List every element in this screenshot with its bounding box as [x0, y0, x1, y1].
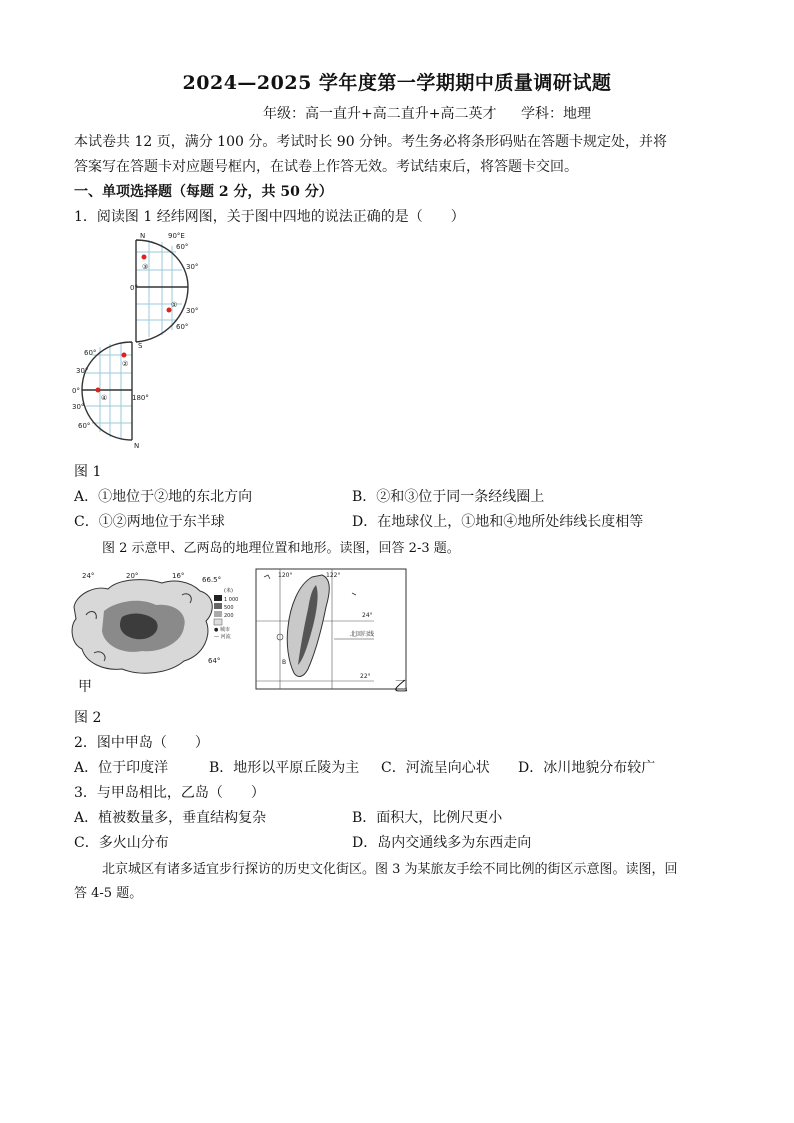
tick-22: 22° [360, 673, 371, 680]
mark-b: B [282, 659, 287, 666]
page-title: 2024—2025 学年度第一学期期中质量调研试题 [182, 72, 612, 94]
q2-option-b[interactable]: B．地形以平原丘陵为主 [209, 760, 360, 776]
tick-122: 122° [326, 572, 341, 579]
tick-64: 64° [208, 657, 221, 665]
q1-option-d[interactable]: D．在地球仪上，①地和④地所处纬线长度相等 [352, 514, 644, 530]
q3-option-d[interactable]: D．岛内交通线多为东西走向 [352, 835, 532, 851]
tropic-label: 北回归线 [350, 631, 375, 638]
q3-option-a[interactable]: A．植被数量多，垂直结构复杂 [74, 810, 267, 826]
q2-option-a[interactable]: A．位于印度洋 [74, 760, 169, 776]
instruction-line-2: 答案写在答题卡对应题号框内，在试卷上作答无效。考试结束后，将答题卡交回。 [74, 159, 578, 175]
figure2-right-label: 乙 [394, 679, 408, 695]
q1-option-b[interactable]: B．②和③位于同一条经线圈上 [352, 489, 545, 505]
q2-option-c[interactable]: C．河流呈向心状 [381, 760, 490, 776]
legend-200: 200 [224, 613, 234, 619]
tick-665: 66.5° [202, 576, 222, 584]
q3-option-c[interactable]: C．多火山分布 [74, 835, 169, 851]
legend-river: — 河流 [214, 634, 231, 640]
label-s: S [138, 342, 143, 350]
tick-20: 20° [126, 572, 139, 580]
grade-label: 年级：高一直升+高二直升+高二英才 [263, 106, 497, 122]
label-30a: 30° [186, 263, 199, 271]
exam-meta [0, 103, 794, 123]
marker-2: ② [122, 360, 129, 368]
figure2-legend [214, 587, 238, 640]
tick-16: 16° [172, 572, 185, 580]
legend-500: 500 [224, 605, 234, 611]
tick-24: 24° [82, 572, 95, 580]
figure2-caption: 图 2 [74, 710, 102, 726]
tick-24-right: 24° [362, 612, 373, 619]
label-n-top: N [140, 232, 146, 240]
legend-1000: 1 000 [224, 597, 239, 603]
label-eq-b: 0° [72, 387, 80, 395]
section-heading: 一、单项选择题（每题 2 分，共 50 分） [74, 184, 333, 200]
label-n-bottom: N [134, 442, 140, 450]
q2-stem: 2．图中甲岛（ ） [74, 735, 209, 751]
marker-4: ④ [101, 394, 108, 402]
label-30d: 30° [72, 403, 85, 411]
legend-unit: (米) [224, 588, 233, 594]
label-180: 180° [132, 394, 149, 402]
label-60c: 60° [84, 349, 97, 357]
point-4-dot [96, 388, 101, 393]
island-yi-map [256, 569, 406, 689]
q1-option-a[interactable]: A．①地位于②地的东北方向 [74, 489, 253, 505]
tick-120: 120° [278, 572, 293, 579]
q1-stem: 1．阅读图 1 经纬网图，关于图中四地的说法正确的是（ ） [74, 209, 465, 225]
label-eq-a: 0° [130, 284, 138, 292]
label-30b: 30° [186, 307, 199, 315]
figure1-graticule [64, 232, 204, 450]
figure2-left-label: 甲 [78, 679, 92, 695]
figure1-caption: 图 1 [74, 464, 102, 480]
label-90e: 90°E [168, 232, 185, 240]
q3-stem: 3．与甲岛相比，乙岛（ ） [74, 785, 265, 801]
label-60b: 60° [176, 323, 189, 331]
lower-grid [86, 343, 132, 439]
instruction-line-1: 本试卷共 12 页，满分 100 分。考试时长 90 分钟。考生务必将条形码贴在答题卡规定处，并将 [74, 134, 668, 150]
intro-q4-5-line1: 北京城区有诸多适宜步行探访的历史文化街区。图 3 为某旅友手绘不同比例的街区示意图。读图，回 [102, 862, 678, 877]
point-3-dot [142, 255, 147, 260]
q2-option-d[interactable]: D．冰川地貌分布较广 [518, 760, 656, 776]
figure2-maps [64, 565, 414, 695]
subject-label: 学科：地理 [520, 106, 591, 122]
marker-3: ③ [142, 263, 149, 271]
q3-option-b[interactable]: B．面积大，比例尺更小 [352, 810, 503, 826]
marker-1: ① [171, 301, 178, 309]
point-2-dot [122, 353, 127, 358]
q1-option-c[interactable]: C．①②两地位于东半球 [74, 514, 225, 530]
label-30c: 30° [76, 367, 89, 375]
legend-city: ● 城市 [214, 627, 230, 633]
label-60d: 60° [78, 422, 91, 430]
label-60a: 60° [176, 243, 189, 251]
intro-q2-3: 图 2 示意甲、乙两岛的地理位置和地形。读图，回答 2-3 题。 [102, 541, 460, 556]
intro-q4-5-line2: 答 4-5 题。 [74, 886, 143, 901]
